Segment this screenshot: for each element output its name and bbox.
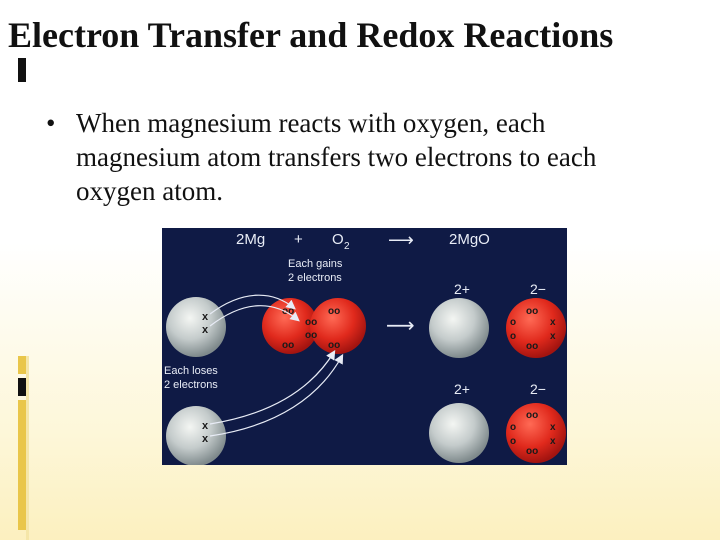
- magnesium-ion: [429, 298, 489, 358]
- electron-pair: oo: [526, 446, 539, 457]
- gain-label-line1: Each gains: [288, 258, 343, 270]
- bullet-point: [46, 106, 666, 208]
- electron-x: x: [202, 324, 209, 336]
- equation-reactant-mg: 2Mg: [236, 231, 266, 248]
- lose-label-line2: 2 electrons: [164, 379, 218, 391]
- electron-pair: oo: [526, 410, 539, 421]
- electron-x: x: [550, 331, 556, 342]
- electron-o: o: [510, 331, 517, 342]
- electron-o: o: [510, 422, 517, 433]
- equation-plus: +: [294, 231, 303, 248]
- electron-pair: oo: [305, 317, 318, 328]
- equation-reactant-o2: O: [332, 231, 344, 248]
- electron-pair: oo: [328, 306, 341, 317]
- electron-x: x: [202, 311, 209, 323]
- magnesium-atom: [166, 406, 226, 465]
- electron-pair: oo: [526, 306, 539, 317]
- decorative-gold-bar: [18, 400, 26, 530]
- magnesium-atom: [166, 297, 226, 357]
- electron-x: x: [550, 422, 556, 433]
- equation-product-mgo: 2MgO: [449, 231, 490, 248]
- electron-pair: oo: [282, 306, 295, 317]
- electron-pair: oo: [328, 340, 341, 351]
- decorative-line: [26, 356, 29, 540]
- gain-label-line2: 2 electrons: [288, 272, 342, 284]
- slide-title: Electron Transfer and Redox Reactions: [8, 15, 614, 55]
- electron-x: x: [550, 317, 556, 328]
- electron-o: o: [510, 436, 517, 447]
- equation-subscript: 2: [344, 241, 350, 252]
- electron-x: x: [202, 420, 209, 432]
- electron-o: o: [510, 317, 517, 328]
- reaction-arrow: ⟶: [386, 315, 415, 337]
- oxide-ion-charge: 2−: [530, 381, 546, 397]
- electron-x: x: [550, 436, 556, 447]
- electron-x: x: [202, 433, 209, 445]
- electron-pair: oo: [305, 330, 318, 341]
- magnesium-ion-charge: 2+: [454, 381, 470, 397]
- decorative-gold-bar: [18, 356, 26, 374]
- lose-label-line1: Each loses: [164, 365, 218, 377]
- title-accent-bar: [18, 58, 26, 82]
- bullet-text: When magnesium reacts with oxygen, each magnesium atom transfers two electrons to each oxygen atom.: [76, 108, 597, 206]
- equation-arrow: ⟶: [388, 230, 414, 250]
- magnesium-ion: [429, 403, 489, 463]
- electron-pair: oo: [282, 340, 295, 351]
- oxide-ion-charge: 2−: [530, 281, 546, 297]
- magnesium-ion-charge: 2+: [454, 281, 470, 297]
- redox-diagram: [162, 228, 567, 465]
- bullet-marker: •: [46, 108, 56, 138]
- decorative-black-bar: [18, 378, 26, 396]
- electron-pair: oo: [526, 341, 539, 352]
